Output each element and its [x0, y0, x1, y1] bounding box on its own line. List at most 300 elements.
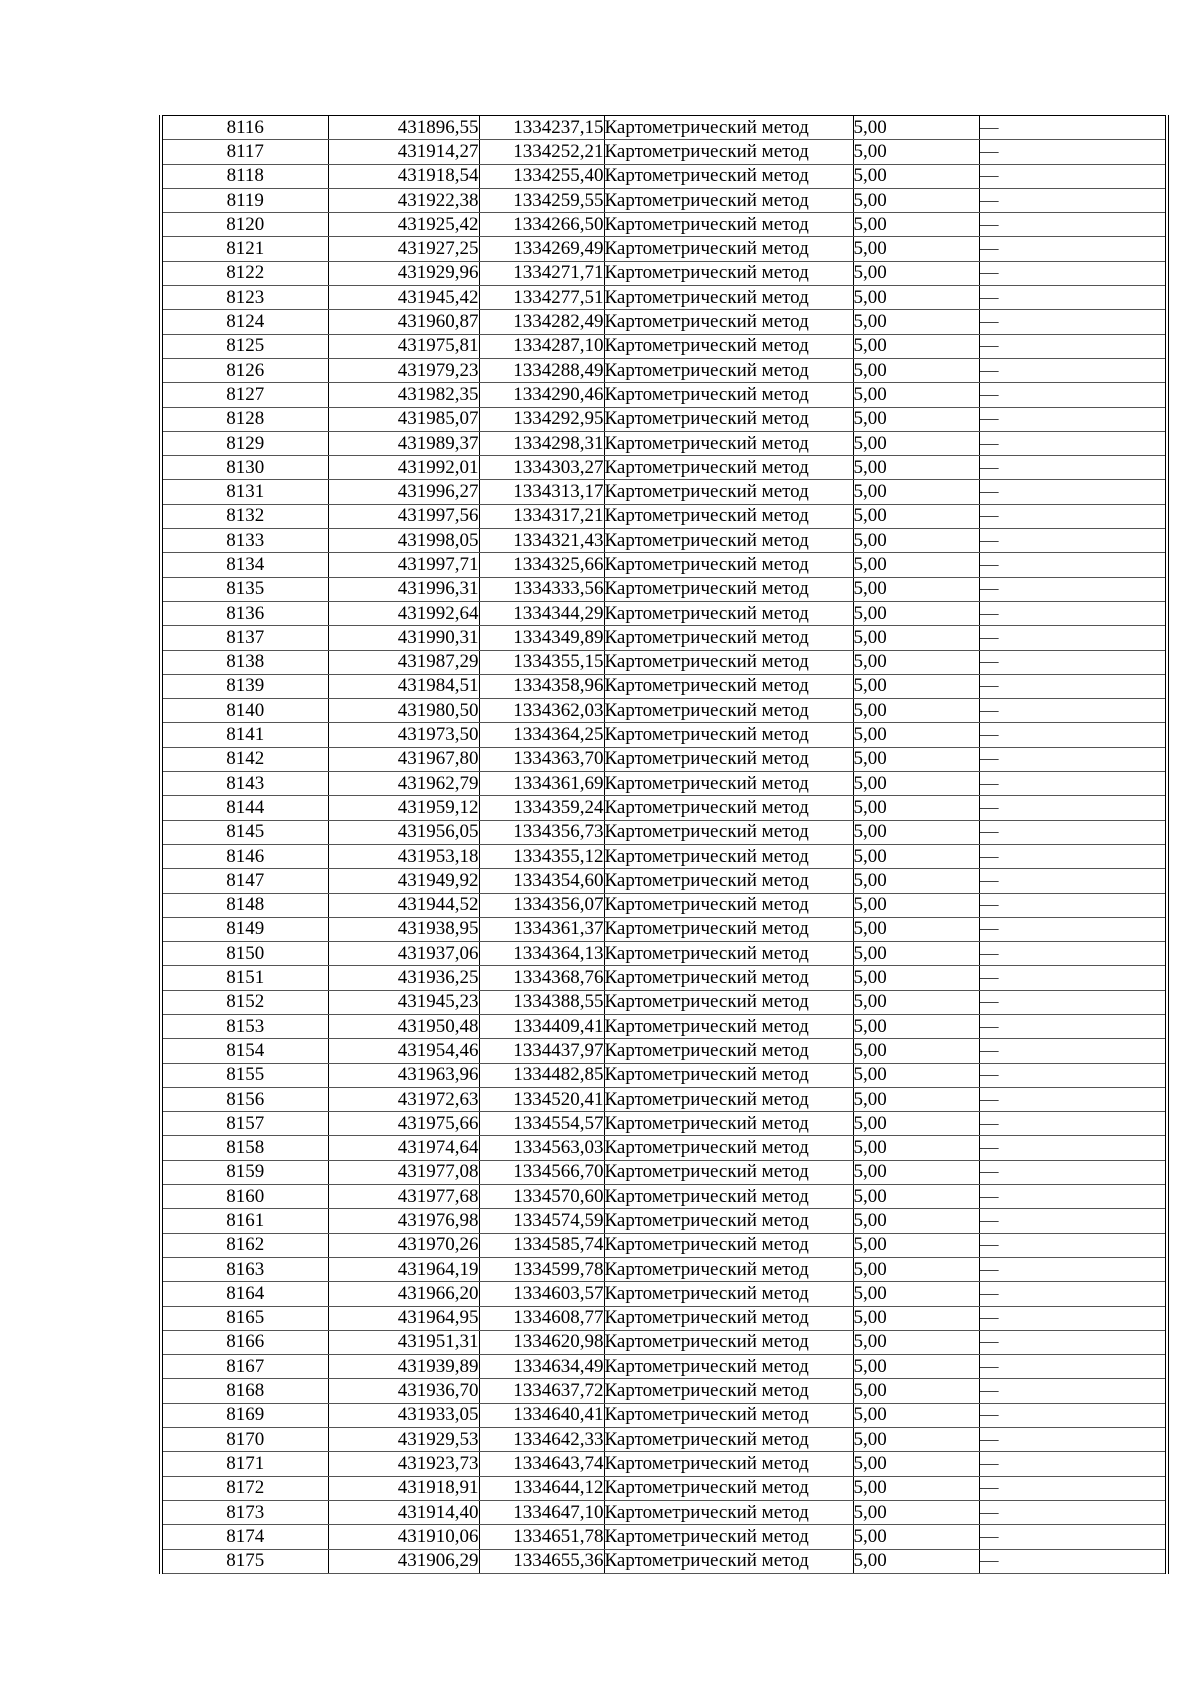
table-row	[161, 1428, 1167, 1452]
note-cell: —	[979, 1209, 1167, 1233]
point-number-cell: 8148	[161, 893, 328, 917]
table-row	[161, 286, 1167, 310]
point-number-cell: 8134	[161, 553, 328, 577]
method-cell: Картометрический метод	[604, 674, 853, 698]
x-coordinate-cell: 431914,40	[328, 1500, 479, 1524]
note-cell: —	[979, 1257, 1167, 1281]
note-cell: —	[979, 1379, 1167, 1403]
y-coordinate-cell: 1334252,21	[479, 140, 604, 164]
x-coordinate-cell: 431972,63	[328, 1087, 479, 1111]
y-coordinate-cell: 1334237,15	[479, 116, 604, 140]
x-coordinate-cell: 431906,29	[328, 1549, 479, 1573]
note-cell: —	[979, 1233, 1167, 1257]
note-cell: —	[979, 480, 1167, 504]
point-number-cell: 8140	[161, 699, 328, 723]
y-coordinate-cell: 1334520,41	[479, 1087, 604, 1111]
method-cell: Картометрический метод	[604, 772, 853, 796]
note-cell: —	[979, 286, 1167, 310]
x-coordinate-cell: 431996,31	[328, 577, 479, 601]
y-coordinate-cell: 1334355,15	[479, 650, 604, 674]
x-coordinate-cell: 431998,05	[328, 529, 479, 553]
x-coordinate-cell: 431923,73	[328, 1452, 479, 1476]
point-number-cell: 8139	[161, 674, 328, 698]
method-cell: Картометрический метод	[604, 407, 853, 431]
method-cell: Картометрический метод	[604, 1403, 853, 1427]
method-cell: Картометрический метод	[604, 942, 853, 966]
point-number-cell: 8156	[161, 1087, 328, 1111]
note-cell: —	[979, 261, 1167, 285]
method-cell: Картометрический метод	[604, 358, 853, 382]
x-coordinate-cell: 431927,25	[328, 237, 479, 261]
point-number-cell: 8146	[161, 844, 328, 868]
note-cell: —	[979, 237, 1167, 261]
accuracy-cell: 5,00	[853, 820, 979, 844]
note-cell: —	[979, 553, 1167, 577]
accuracy-cell: 5,00	[853, 1087, 979, 1111]
accuracy-cell: 5,00	[853, 261, 979, 285]
method-cell: Картометрический метод	[604, 431, 853, 455]
accuracy-cell: 5,00	[853, 942, 979, 966]
point-number-cell: 8129	[161, 431, 328, 455]
x-coordinate-cell: 431937,06	[328, 942, 479, 966]
y-coordinate-cell: 1334642,33	[479, 1428, 604, 1452]
accuracy-cell: 5,00	[853, 1476, 979, 1500]
x-coordinate-cell: 431973,50	[328, 723, 479, 747]
x-coordinate-cell: 431918,54	[328, 164, 479, 188]
point-number-cell: 8135	[161, 577, 328, 601]
y-coordinate-cell: 1334388,55	[479, 990, 604, 1014]
accuracy-cell: 5,00	[853, 1500, 979, 1524]
point-number-cell: 8128	[161, 407, 328, 431]
method-cell: Картометрический метод	[604, 480, 853, 504]
accuracy-cell: 5,00	[853, 1014, 979, 1038]
x-coordinate-cell: 431953,18	[328, 844, 479, 868]
x-coordinate-cell: 431987,29	[328, 650, 479, 674]
table-row	[161, 1282, 1167, 1306]
point-number-cell: 8175	[161, 1549, 328, 1573]
table-row	[161, 1525, 1167, 1549]
table-row	[161, 869, 1167, 893]
table-row	[161, 1233, 1167, 1257]
note-cell: —	[979, 164, 1167, 188]
y-coordinate-cell: 1334303,27	[479, 456, 604, 480]
point-number-cell: 8126	[161, 358, 328, 382]
table-row	[161, 893, 1167, 917]
table-row	[161, 1330, 1167, 1354]
table-row	[161, 1476, 1167, 1500]
table-row	[161, 796, 1167, 820]
method-cell: Картометрический метод	[604, 650, 853, 674]
table-row	[161, 431, 1167, 455]
y-coordinate-cell: 1334356,07	[479, 893, 604, 917]
x-coordinate-cell: 431970,26	[328, 1233, 479, 1257]
x-coordinate-cell: 431944,52	[328, 893, 479, 917]
note-cell: —	[979, 796, 1167, 820]
note-cell: —	[979, 431, 1167, 455]
y-coordinate-cell: 1334637,72	[479, 1379, 604, 1403]
y-coordinate-cell: 1334603,57	[479, 1282, 604, 1306]
table-row	[161, 553, 1167, 577]
method-cell: Картометрический метод	[604, 1452, 853, 1476]
method-cell: Картометрический метод	[604, 529, 853, 553]
table-row	[161, 188, 1167, 212]
table-row	[161, 456, 1167, 480]
x-coordinate-cell: 431896,55	[328, 116, 479, 140]
x-coordinate-cell: 431963,96	[328, 1063, 479, 1087]
x-coordinate-cell: 431925,42	[328, 213, 479, 237]
table-row	[161, 310, 1167, 334]
point-number-cell: 8136	[161, 601, 328, 625]
y-coordinate-cell: 1334599,78	[479, 1257, 604, 1281]
table-row	[161, 990, 1167, 1014]
table-row	[161, 1403, 1167, 1427]
x-coordinate-cell: 431992,01	[328, 456, 479, 480]
point-number-cell: 8147	[161, 869, 328, 893]
method-cell: Картометрический метод	[604, 1476, 853, 1500]
point-number-cell: 8143	[161, 772, 328, 796]
accuracy-cell: 5,00	[853, 1306, 979, 1330]
point-number-cell: 8159	[161, 1160, 328, 1184]
accuracy-cell: 5,00	[853, 1452, 979, 1476]
accuracy-cell: 5,00	[853, 723, 979, 747]
x-coordinate-cell: 431962,79	[328, 772, 479, 796]
x-coordinate-cell: 431945,23	[328, 990, 479, 1014]
point-number-cell: 8155	[161, 1063, 328, 1087]
note-cell: —	[979, 626, 1167, 650]
accuracy-cell: 5,00	[853, 674, 979, 698]
accuracy-cell: 5,00	[853, 917, 979, 941]
x-coordinate-cell: 431951,31	[328, 1330, 479, 1354]
y-coordinate-cell: 1334255,40	[479, 164, 604, 188]
y-coordinate-cell: 1334644,12	[479, 1476, 604, 1500]
method-cell: Картометрический метод	[604, 1330, 853, 1354]
x-coordinate-cell: 431954,46	[328, 1039, 479, 1063]
x-coordinate-cell: 431936,70	[328, 1379, 479, 1403]
table-row	[161, 1087, 1167, 1111]
table-row	[161, 1063, 1167, 1087]
y-coordinate-cell: 1334362,03	[479, 699, 604, 723]
y-coordinate-cell: 1334570,60	[479, 1185, 604, 1209]
method-cell: Картометрический метод	[604, 966, 853, 990]
accuracy-cell: 5,00	[853, 869, 979, 893]
point-number-cell: 8168	[161, 1379, 328, 1403]
accuracy-cell: 5,00	[853, 1355, 979, 1379]
method-cell: Картометрический метод	[604, 723, 853, 747]
method-cell: Картометрический метод	[604, 504, 853, 528]
note-cell: —	[979, 966, 1167, 990]
x-coordinate-cell: 431949,92	[328, 869, 479, 893]
x-coordinate-cell: 431992,64	[328, 601, 479, 625]
point-number-cell: 8167	[161, 1355, 328, 1379]
note-cell: —	[979, 772, 1167, 796]
note-cell: —	[979, 601, 1167, 625]
accuracy-cell: 5,00	[853, 1525, 979, 1549]
point-number-cell: 8119	[161, 188, 328, 212]
accuracy-cell: 5,00	[853, 699, 979, 723]
table-row	[161, 237, 1167, 261]
note-cell: —	[979, 504, 1167, 528]
x-coordinate-cell: 431938,95	[328, 917, 479, 941]
y-coordinate-cell: 1334361,37	[479, 917, 604, 941]
table-row	[161, 966, 1167, 990]
table-row	[161, 1306, 1167, 1330]
accuracy-cell: 5,00	[853, 310, 979, 334]
table-row	[161, 358, 1167, 382]
y-coordinate-cell: 1334282,49	[479, 310, 604, 334]
x-coordinate-cell: 431960,87	[328, 310, 479, 334]
method-cell: Картометрический метод	[604, 601, 853, 625]
table-row	[161, 650, 1167, 674]
point-number-cell: 8131	[161, 480, 328, 504]
note-cell: —	[979, 1452, 1167, 1476]
note-cell: —	[979, 844, 1167, 868]
point-number-cell: 8172	[161, 1476, 328, 1500]
accuracy-cell: 5,00	[853, 1549, 979, 1573]
note-cell: —	[979, 1160, 1167, 1184]
accuracy-cell: 5,00	[853, 1330, 979, 1354]
y-coordinate-cell: 1334563,03	[479, 1136, 604, 1160]
note-cell: —	[979, 456, 1167, 480]
note-cell: —	[979, 1330, 1167, 1354]
note-cell: —	[979, 213, 1167, 237]
x-coordinate-cell: 431967,80	[328, 747, 479, 771]
method-cell: Картометрический метод	[604, 577, 853, 601]
accuracy-cell: 5,00	[853, 1233, 979, 1257]
method-cell: Картометрический метод	[604, 116, 853, 140]
point-number-cell: 8142	[161, 747, 328, 771]
accuracy-cell: 5,00	[853, 529, 979, 553]
method-cell: Картометрический метод	[604, 1014, 853, 1038]
x-coordinate-cell: 431976,98	[328, 1209, 479, 1233]
table-row	[161, 917, 1167, 941]
accuracy-cell: 5,00	[853, 844, 979, 868]
accuracy-cell: 5,00	[853, 456, 979, 480]
table-row	[161, 820, 1167, 844]
accuracy-cell: 5,00	[853, 966, 979, 990]
table-row	[161, 601, 1167, 625]
point-number-cell: 8133	[161, 529, 328, 553]
y-coordinate-cell: 1334358,96	[479, 674, 604, 698]
note-cell: —	[979, 188, 1167, 212]
point-number-cell: 8154	[161, 1039, 328, 1063]
y-coordinate-cell: 1334651,78	[479, 1525, 604, 1549]
x-coordinate-cell: 431929,96	[328, 261, 479, 285]
point-number-cell: 8164	[161, 1282, 328, 1306]
x-coordinate-cell: 431922,38	[328, 188, 479, 212]
point-number-cell: 8117	[161, 140, 328, 164]
accuracy-cell: 5,00	[853, 358, 979, 382]
accuracy-cell: 5,00	[853, 431, 979, 455]
table-row	[161, 723, 1167, 747]
point-number-cell: 8120	[161, 213, 328, 237]
x-coordinate-cell: 431990,31	[328, 626, 479, 650]
method-cell: Картометрический метод	[604, 1306, 853, 1330]
y-coordinate-cell: 1334259,55	[479, 188, 604, 212]
note-cell: —	[979, 116, 1167, 140]
point-number-cell: 8121	[161, 237, 328, 261]
x-coordinate-cell: 431974,64	[328, 1136, 479, 1160]
accuracy-cell: 5,00	[853, 1160, 979, 1184]
x-coordinate-cell: 431984,51	[328, 674, 479, 698]
point-number-cell: 8137	[161, 626, 328, 650]
y-coordinate-cell: 1334640,41	[479, 1403, 604, 1427]
y-coordinate-cell: 1334266,50	[479, 213, 604, 237]
table-row	[161, 1185, 1167, 1209]
x-coordinate-cell: 431950,48	[328, 1014, 479, 1038]
method-cell: Картометрический метод	[604, 1185, 853, 1209]
note-cell: —	[979, 358, 1167, 382]
y-coordinate-cell: 1334409,41	[479, 1014, 604, 1038]
accuracy-cell: 5,00	[853, 480, 979, 504]
table-row	[161, 674, 1167, 698]
method-cell: Картометрический метод	[604, 1087, 853, 1111]
note-cell: —	[979, 334, 1167, 358]
y-coordinate-cell: 1334333,56	[479, 577, 604, 601]
point-number-cell: 8122	[161, 261, 328, 285]
method-cell: Картометрический метод	[604, 1379, 853, 1403]
note-cell: —	[979, 1403, 1167, 1427]
y-coordinate-cell: 1334620,98	[479, 1330, 604, 1354]
point-number-cell: 8174	[161, 1525, 328, 1549]
table-row	[161, 942, 1167, 966]
method-cell: Картометрический метод	[604, 261, 853, 285]
table-row	[161, 261, 1167, 285]
note-cell: —	[979, 1428, 1167, 1452]
table-row	[161, 1014, 1167, 1038]
note-cell: —	[979, 1185, 1167, 1209]
x-coordinate-cell: 431964,95	[328, 1306, 479, 1330]
point-number-cell: 8162	[161, 1233, 328, 1257]
x-coordinate-cell: 431959,12	[328, 796, 479, 820]
note-cell: —	[979, 820, 1167, 844]
table-row	[161, 1039, 1167, 1063]
point-number-cell: 8141	[161, 723, 328, 747]
accuracy-cell: 5,00	[853, 1257, 979, 1281]
y-coordinate-cell: 1334298,31	[479, 431, 604, 455]
note-cell: —	[979, 869, 1167, 893]
accuracy-cell: 5,00	[853, 601, 979, 625]
point-number-cell: 8144	[161, 796, 328, 820]
x-coordinate-cell: 431997,56	[328, 504, 479, 528]
table-row	[161, 140, 1167, 164]
accuracy-cell: 5,00	[853, 1039, 979, 1063]
note-cell: —	[979, 1476, 1167, 1500]
table-row	[161, 334, 1167, 358]
point-number-cell: 8138	[161, 650, 328, 674]
note-cell: —	[979, 1063, 1167, 1087]
accuracy-cell: 5,00	[853, 1136, 979, 1160]
method-cell: Картометрический метод	[604, 1549, 853, 1573]
table-row	[161, 1355, 1167, 1379]
point-number-cell: 8151	[161, 966, 328, 990]
x-coordinate-cell: 431918,91	[328, 1476, 479, 1500]
point-number-cell: 8124	[161, 310, 328, 334]
point-number-cell: 8127	[161, 383, 328, 407]
accuracy-cell: 5,00	[853, 1403, 979, 1427]
x-coordinate-cell: 431982,35	[328, 383, 479, 407]
table-row	[161, 213, 1167, 237]
method-cell: Картометрический метод	[604, 1112, 853, 1136]
table-row	[161, 1112, 1167, 1136]
y-coordinate-cell: 1334647,10	[479, 1500, 604, 1524]
method-cell: Картометрический метод	[604, 334, 853, 358]
coordinates-table	[159, 115, 1169, 1574]
point-number-cell: 8169	[161, 1403, 328, 1427]
method-cell: Картометрический метод	[604, 1525, 853, 1549]
table-row	[161, 1500, 1167, 1524]
x-coordinate-cell: 431910,06	[328, 1525, 479, 1549]
accuracy-cell: 5,00	[853, 407, 979, 431]
y-coordinate-cell: 1334349,89	[479, 626, 604, 650]
note-cell: —	[979, 529, 1167, 553]
method-cell: Картометрический метод	[604, 456, 853, 480]
method-cell: Картометрический метод	[604, 310, 853, 334]
accuracy-cell: 5,00	[853, 650, 979, 674]
note-cell: —	[979, 383, 1167, 407]
y-coordinate-cell: 1334608,77	[479, 1306, 604, 1330]
point-number-cell: 8160	[161, 1185, 328, 1209]
x-coordinate-cell: 431939,89	[328, 1355, 479, 1379]
accuracy-cell: 5,00	[853, 334, 979, 358]
point-number-cell: 8170	[161, 1428, 328, 1452]
y-coordinate-cell: 1334277,51	[479, 286, 604, 310]
note-cell: —	[979, 1549, 1167, 1573]
note-cell: —	[979, 1355, 1167, 1379]
note-cell: —	[979, 650, 1167, 674]
accuracy-cell: 5,00	[853, 1063, 979, 1087]
y-coordinate-cell: 1334359,24	[479, 796, 604, 820]
note-cell: —	[979, 310, 1167, 334]
y-coordinate-cell: 1334368,76	[479, 966, 604, 990]
point-number-cell: 8153	[161, 1014, 328, 1038]
note-cell: —	[979, 1500, 1167, 1524]
method-cell: Картометрический метод	[604, 1039, 853, 1063]
method-cell: Картометрический метод	[604, 140, 853, 164]
table-row	[161, 1209, 1167, 1233]
table-row	[161, 1136, 1167, 1160]
x-coordinate-cell: 431985,07	[328, 407, 479, 431]
point-number-cell: 8149	[161, 917, 328, 941]
table-row	[161, 1379, 1167, 1403]
point-number-cell: 8150	[161, 942, 328, 966]
table-row	[161, 1452, 1167, 1476]
y-coordinate-cell: 1334355,12	[479, 844, 604, 868]
table-row	[161, 504, 1167, 528]
y-coordinate-cell: 1334321,43	[479, 529, 604, 553]
method-cell: Картометрический метод	[604, 1063, 853, 1087]
note-cell: —	[979, 747, 1167, 771]
method-cell: Картометрический метод	[604, 1233, 853, 1257]
method-cell: Картометрический метод	[604, 1428, 853, 1452]
point-number-cell: 8165	[161, 1306, 328, 1330]
accuracy-cell: 5,00	[853, 990, 979, 1014]
note-cell: —	[979, 893, 1167, 917]
y-coordinate-cell: 1334325,66	[479, 553, 604, 577]
accuracy-cell: 5,00	[853, 747, 979, 771]
table-row	[161, 626, 1167, 650]
y-coordinate-cell: 1334554,57	[479, 1112, 604, 1136]
y-coordinate-cell: 1334643,74	[479, 1452, 604, 1476]
x-coordinate-cell: 431936,25	[328, 966, 479, 990]
point-number-cell: 8152	[161, 990, 328, 1014]
y-coordinate-cell: 1334364,25	[479, 723, 604, 747]
note-cell: —	[979, 1282, 1167, 1306]
point-number-cell: 8157	[161, 1112, 328, 1136]
table-row	[161, 844, 1167, 868]
note-cell: —	[979, 1014, 1167, 1038]
x-coordinate-cell: 431997,71	[328, 553, 479, 577]
x-coordinate-cell: 431964,19	[328, 1257, 479, 1281]
